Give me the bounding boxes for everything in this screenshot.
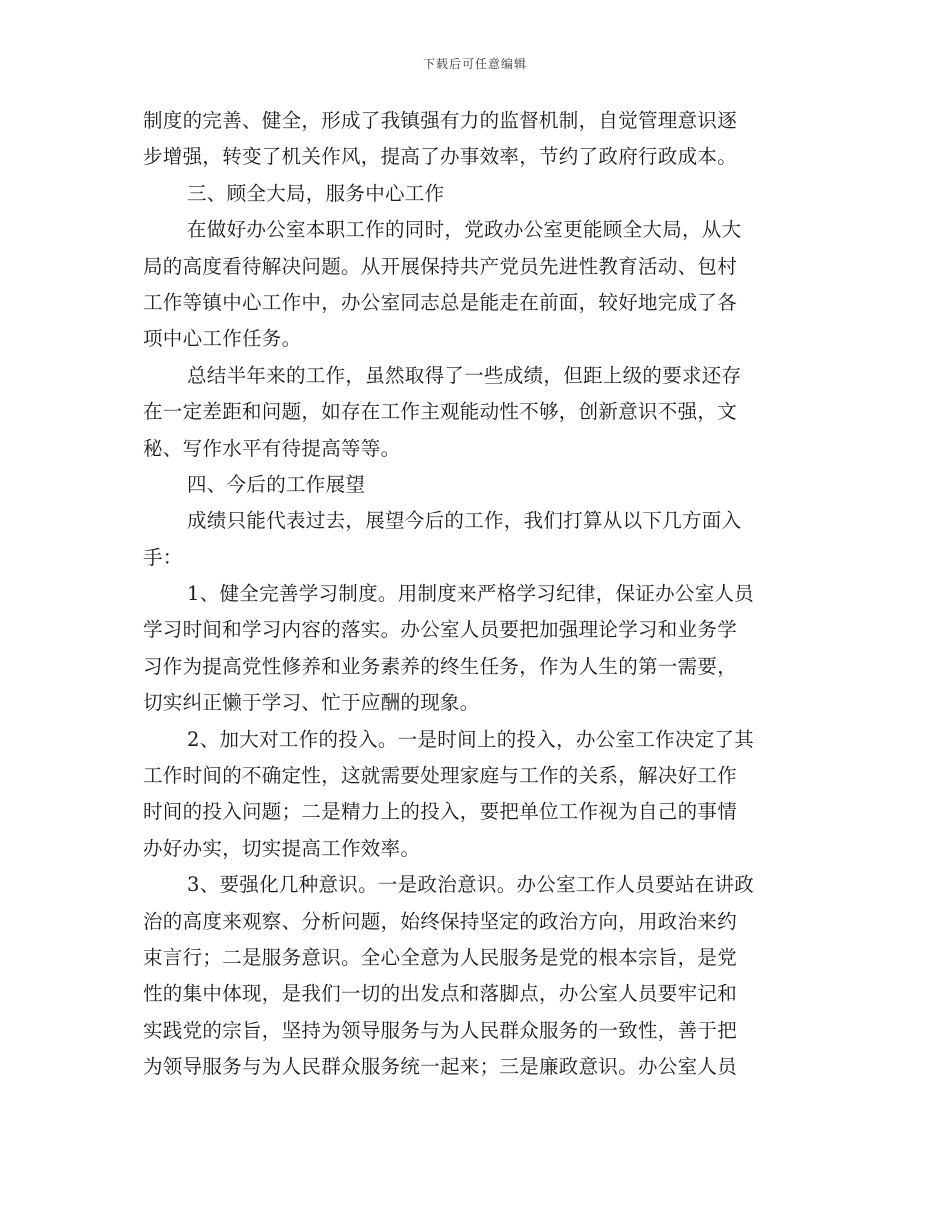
text-line: 在做好办公室本职工作的同时，党政办公室更能顾全大局，从大 <box>187 218 742 242</box>
text-line: 工作时间的不确定性，这就需要处理家庭与工作的关系，解决好工作 <box>143 764 738 788</box>
text-line: 步增强，转变了机关作风，提高了办事效率，节约了政府行政成本。 <box>143 145 738 169</box>
text-line: 为领导服务与为人民群众服务统一起来；三是廉政意识。办公室人员 <box>143 1055 738 1079</box>
text-line: 办好办实，切实提高工作效率。 <box>143 836 421 860</box>
text-line: 成绩只能代表过去，展望今后的工作，我们打算从以下几方面入 <box>187 509 742 533</box>
text-line: 1、健全完善学习制度。用制度来严格学习纪律，保证办公室人员 <box>187 582 755 606</box>
text-line: 制度的完善、健全，形成了我镇强有力的监督机制，自觉管理意识逐 <box>143 109 738 132</box>
text-line: 习作为提高党性修养和业务素养的终生任务，作为人生的第一需要， <box>143 654 738 678</box>
text-line: 在一定差距和问题，如存在工作主观能动性不够，创新意识不强，文 <box>143 400 738 424</box>
text-line: 治的高度来观察、分析问题，始终保持坚定的政治方向，用政治来约 <box>143 909 738 933</box>
text-line: 切实纠正懒于学习、忙于应酬的现象。 <box>143 691 480 715</box>
text-line: 工作等镇中心工作中，办公室同志总是能走在前面，较好地完成了各 <box>143 290 738 314</box>
text-line: 局的高度看待解决问题。从开展保持共产党员先进性教育活动、包村 <box>143 254 738 278</box>
text-line: 束言行；二是服务意识。全心全意为人民服务是党的根本宗旨，是党 <box>143 945 738 969</box>
text-line: 总结半年来的工作，虽然取得了一些成绩，但距上级的要求还存 <box>187 363 742 387</box>
text-line: 四、今后的工作展望 <box>187 472 366 496</box>
text-line: 项中心工作任务。 <box>143 327 302 351</box>
text-line: 学习时间和学习内容的落实。办公室人员要把加强理论学习和业务学 <box>143 618 738 642</box>
text-line: 2、加大对工作的投入。一是时间上的投入，办公室工作决定了其 <box>187 727 755 751</box>
text-line: 三、顾全大局，服务中心工作 <box>187 181 445 205</box>
text-line: 秘、写作水平有待提高等等。 <box>143 436 401 460</box>
text-line: 性的集中体现，是我们一切的出发点和落脚点，办公室人员要牢记和 <box>143 982 738 1006</box>
text-line: 时间的投入问题；二是精力上的投入，要把单位工作视为自己的事情 <box>143 800 738 824</box>
document-body <box>143 103 808 1086</box>
text-line: 3、要强化几种意识。一是政治意识。办公室工作人员要站在讲政 <box>187 873 755 897</box>
text-line: 实践党的宗旨，坚持为领导服务与为人民群众服务的一致性，善于把 <box>143 1018 738 1042</box>
page-header: 下载后可任意编辑 <box>422 57 527 71</box>
text-line: 手： <box>143 545 183 569</box>
